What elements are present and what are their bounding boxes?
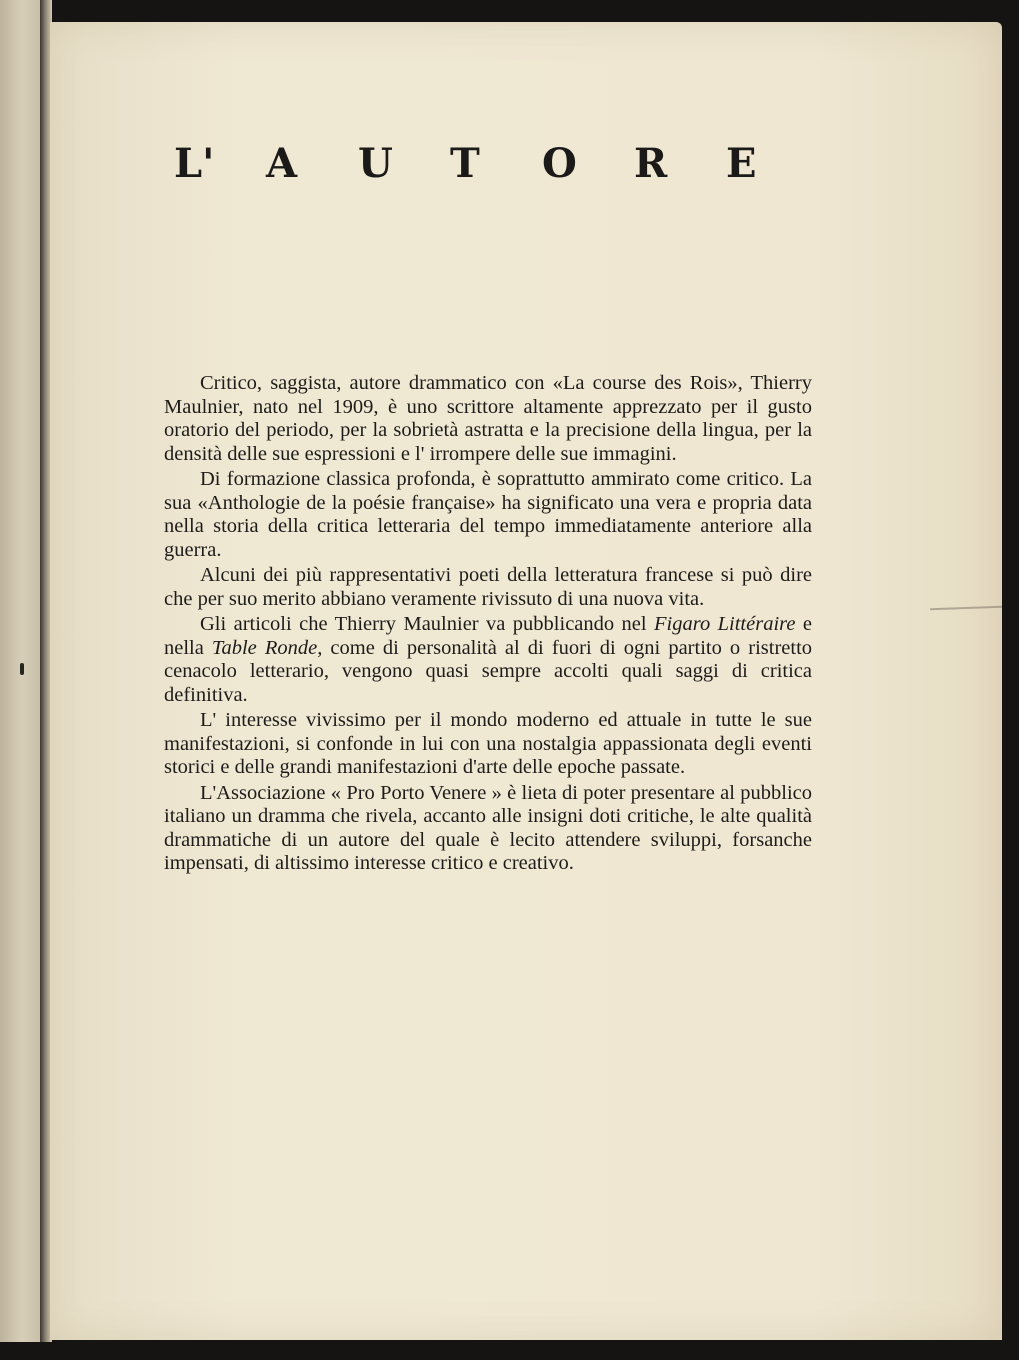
paragraph-poets: Alcuni dei più rappresentativi poeti della letteratura francese si può dire che per suo merito abbiano veramente rivissuto di una nuova vita. xyxy=(164,564,812,610)
title-letter: E xyxy=(726,140,757,187)
paragraph-formation: Di formazione classica profonda, è soprattutto ammirato come critico. La sua «Anthologie de la poésie française» ha significato una vera e propria data nella storia della critica letteraria del tempo immediatamente anteriore alla guerra. xyxy=(164,468,812,561)
title-letter: O xyxy=(542,140,577,187)
page-title xyxy=(174,140,834,187)
paragraph-intro: Critico, saggista, autore drammatico con «La course des Rois», Thierry Maulnier, nato nel 1909, è uno scrittore altamente apprezzato per il gusto oratorio del periodo, per la sobrietà astratta e la precisione della lingua, per la densità delle sue espressioni e l' irrompere delle sue immagini. xyxy=(164,372,812,465)
paragraph-articles xyxy=(164,613,812,707)
articles-text-1: Gli articoli che Thierry Maulnier va pubblicando nel xyxy=(200,613,655,635)
title-letter: R xyxy=(634,140,668,187)
articles-text-3: come di personalità al di fuori di ogni partito o ristretto cenacolo letterario, vengono quasi sempre accolti quali saggi di critica definitiva. xyxy=(164,636,813,706)
articles-text-2: e nella xyxy=(164,613,812,659)
title-letter: A xyxy=(266,140,298,187)
title-letter: L' xyxy=(174,140,215,187)
table-ronde-title: Table Ronde, xyxy=(211,636,323,659)
figaro-litteraire-title: Figaro Littéraire xyxy=(654,613,796,635)
title-letter: U xyxy=(358,140,393,187)
title-letter: T xyxy=(450,140,480,187)
paragraph-interest: L' interesse vivissimo per il mondo moderno ed attuale in tutte le sue manifestazioni, si confonde in lui con una nostalgia appassionata degli eventi storici e delle grandi manifestazioni d'arte delle epoche passate. xyxy=(164,709,812,778)
binding-hole xyxy=(20,663,24,675)
body-text xyxy=(164,372,812,878)
paragraph-association: L'Associazione « Pro Porto Venere » è lieta di poter presentare al pubblico italiano un dramma che rivela, accanto alle insigni doti critiche, le alte qualità drammatiche di un autore del quale è lecito attendere sviluppi, forsanche impensati, di altissimo interesse critico e creativo. xyxy=(164,781,812,874)
